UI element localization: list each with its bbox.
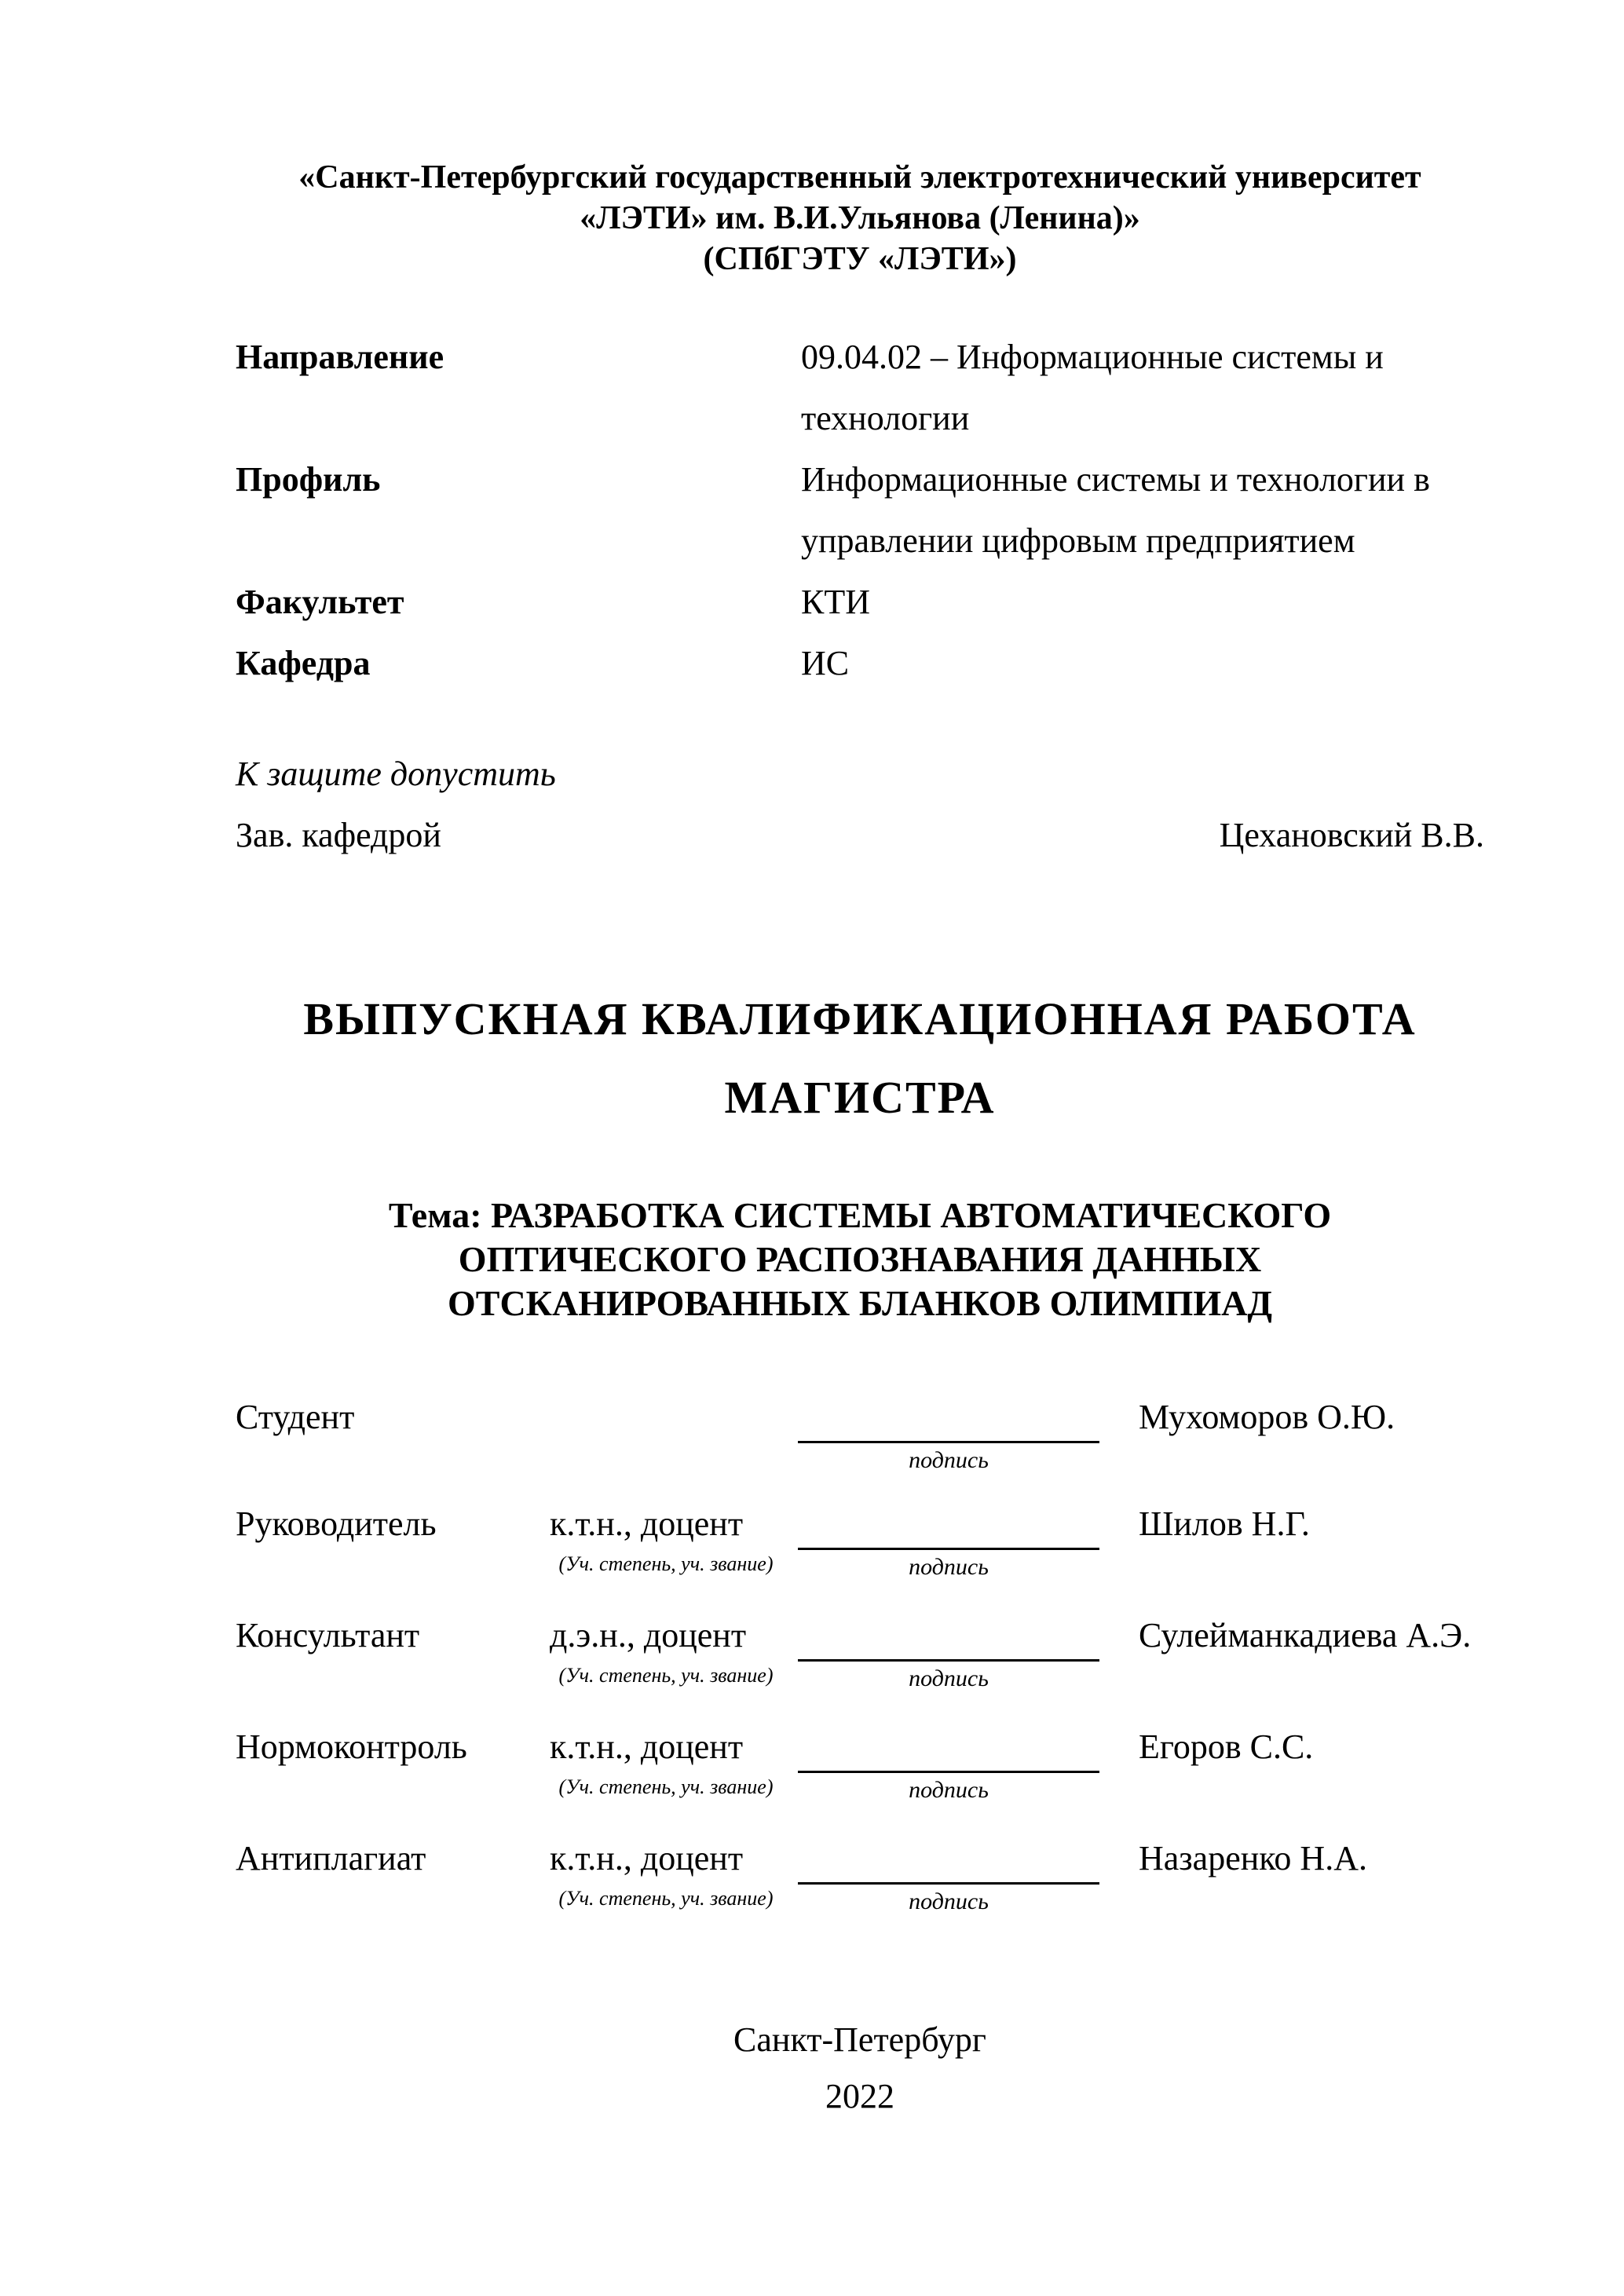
theme-block [236, 1194, 1484, 1325]
direction-label: Направление [236, 338, 444, 376]
signature-name: Мухоморов О.Ю. [1139, 1398, 1395, 1436]
department-head-label: Зав. кафедрой [236, 816, 441, 854]
signature-role: Антиплагиат [236, 1839, 426, 1877]
signature-role: Студент [236, 1398, 355, 1436]
main-title [236, 980, 1484, 1137]
signature-row-supervisor [236, 1504, 1484, 1598]
faculty-label: Факультет [236, 583, 404, 621]
signature-name: Сулейманкадиева А.Э. [1139, 1616, 1472, 1654]
direction-value: 09.04.02 – Информационные системы и технологии [801, 338, 1384, 437]
signature-row-consultant [236, 1615, 1484, 1709]
university-header [236, 157, 1484, 280]
signature-role: Нормоконтроль [236, 1727, 467, 1766]
signature-note: подпись [909, 1888, 989, 1914]
department-head-name: Цехановский В.В. [1219, 816, 1484, 854]
signature-line [798, 1504, 1099, 1550]
department-label: Кафедра [236, 644, 371, 682]
signature-line [798, 1397, 1099, 1443]
signature-name: Егоров С.С. [1139, 1727, 1314, 1766]
program-info-block [236, 327, 1484, 694]
admit-to-defense-line: К защите допустить [236, 755, 556, 793]
footer-year: 2022 [825, 2077, 894, 2115]
signature-note: подпись [909, 1777, 989, 1803]
signature-line [798, 1615, 1099, 1662]
main-title-line1: ВЫПУСКНАЯ КВАЛИФИКАЦИОННАЯ РАБОТА [303, 993, 1417, 1044]
signature-role: Консультант [236, 1616, 420, 1654]
signature-row-student [236, 1397, 1484, 1491]
signature-line [798, 1838, 1099, 1885]
university-name-line2: «ЛЭТИ» им. В.И.Ульянова (Ленина)» [580, 200, 1140, 236]
signature-degree-note: (Уч. степень, уч. звание) [558, 1887, 774, 1910]
approval-block [236, 744, 1484, 866]
department-value: ИС [801, 644, 850, 682]
department-head-line [236, 805, 1484, 866]
profile-label: Профиль [236, 460, 381, 499]
signature-degree-note: (Уч. степень, уч. звание) [558, 1775, 774, 1798]
theme-line2: ОПТИЧЕСКОГО РАСПОЗНАВАНИЯ ДАННЫХ [458, 1239, 1262, 1279]
signature-note: подпись [909, 1554, 989, 1580]
signature-degree: к.т.н., доцент [550, 1504, 744, 1543]
signature-degree: к.т.н., доцент [550, 1727, 744, 1766]
signature-line [798, 1727, 1099, 1773]
footer-city: Санкт-Петербург [733, 2020, 986, 2059]
theme-line3: ОТСКАНИРОВАННЫХ БЛАНКОВ ОЛИМПИАД [448, 1283, 1272, 1323]
signature-degree: к.т.н., доцент [550, 1839, 744, 1877]
profile-value: Информационные системы и технологии в управлении цифровым предприятием [801, 460, 1430, 560]
signature-degree-note: (Уч. степень, уч. звание) [558, 1664, 774, 1687]
signature-role: Руководитель [236, 1504, 437, 1543]
university-name-line3: (СПбГЭТУ «ЛЭТИ») [703, 241, 1017, 277]
signature-name: Шилов Н.Г. [1139, 1504, 1310, 1543]
signature-note: подпись [909, 1665, 989, 1691]
signature-name: Назаренко Н.А. [1139, 1839, 1367, 1877]
page-content [236, 0, 1484, 2296]
signature-degree-note: (Уч. степень, уч. звание) [558, 1552, 774, 1575]
footer-block [236, 2012, 1484, 2125]
signature-degree: д.э.н., доцент [550, 1616, 747, 1654]
faculty-value: КТИ [801, 583, 870, 621]
signature-row-antiplagiarism [236, 1838, 1484, 1932]
main-title-line2: МАГИСТРА [724, 1072, 996, 1123]
university-name-line1: «Санкт-Петербургский государственный электротехнический университет [298, 159, 1421, 196]
signature-note: подпись [909, 1447, 989, 1473]
theme-line1: Тема: РАЗРАБОТКА СИСТЕМЫ АВТОМАТИЧЕСКОГО [388, 1195, 1332, 1235]
signature-row-normcontrol [236, 1727, 1484, 1821]
